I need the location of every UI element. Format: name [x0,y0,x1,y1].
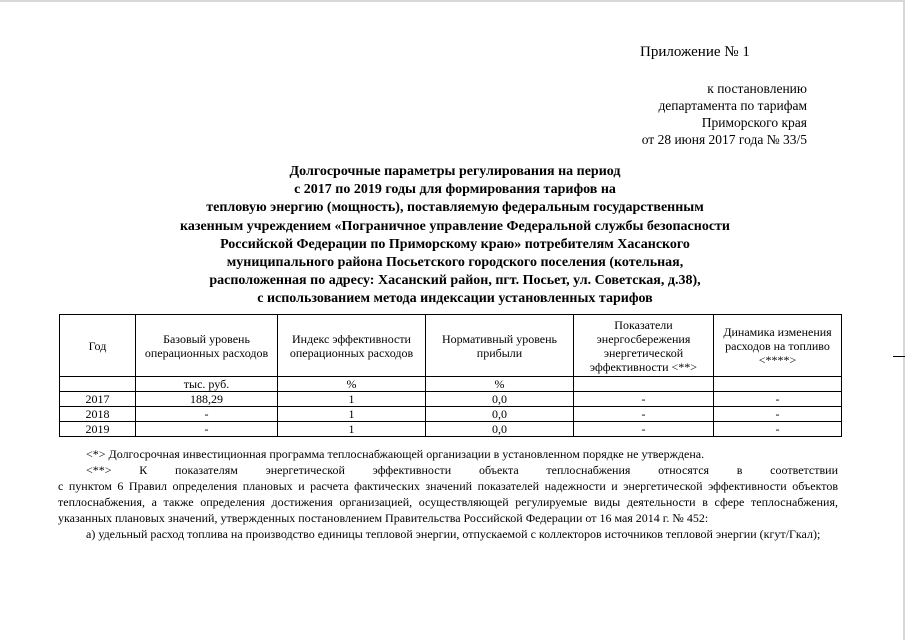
table-row [60,407,842,422]
footnotes [58,446,838,542]
table-units-row [60,377,842,392]
table-row [60,392,842,407]
table-row [60,422,842,437]
footnote-energy-efficiency-body: с пунктом 6 Правил определения плановых и расчета фактических значений показателей надежности и энергетической эффективности объектов теплоснабжения, а также определения достижения организацией, осуществляющей регулируемые виды деятельности в сфере теплоснабжения, указанных плановых значений, утвержденных постановлением Правительства Российской Федерации от 16 мая 2014 г. № 452: [58,479,838,525]
table-cell: - [714,392,842,407]
table-cell: - [714,407,842,422]
unit-cell [60,377,136,392]
column-header-fuel-dynamics: Динамика изменения расходов на топливо <****> [714,315,842,377]
column-header-base-opex: Базовый уровень операционных расходов [136,315,278,377]
footnote-investment-program: <*> Долгосрочная инвестиционная программа теплоснабжающей организации в установленном порядке не утверждена. [86,447,705,461]
unit-cell: тыс. руб. [136,377,278,392]
title-line: расположенная по адресу: Хасанский район, пгт. Посьет, ул. Советская, д.38), [209,273,701,289]
table-cell: 188,29 [136,392,278,407]
table-cell: - [136,407,278,422]
table-cell: 1 [278,407,426,422]
title-line: казенным учреждением «Пограничное управление Федеральной службы безопасности [179,218,730,234]
decree-reference [642,80,807,148]
document-title [60,163,850,309]
table-cell: 0,0 [426,407,574,422]
footnote-item-a: а) удельный расход топлива на производство единицы тепловой энергии, отпускаемой с коллекторов источников тепловой энергии (кгут/Гкал); [86,527,821,541]
parameters-table [59,314,842,437]
table-header-row [60,315,842,377]
table-cell: 0,0 [426,422,574,437]
unit-cell: % [278,377,426,392]
table-cell: 0,0 [426,392,574,407]
title-line: муниципального района Посьетского городского поселения (котельная, [226,255,684,271]
column-header-energy-saving: Показатели энергосбережения энергетической эффективности <**> [574,315,714,377]
table-cell: 2019 [60,422,136,437]
table-cell: 1 [278,422,426,437]
table-cell: - [574,407,714,422]
title-line: с 2017 по 2019 годы для формирования тарифов на [294,182,616,198]
decree-line: Приморского края [701,115,807,130]
scan-edge-top [0,0,905,2]
footnote-energy-efficiency-lead: <**> К показателям энергетической эффективности объекта теплоснабжения относятся в соответствии [86,463,838,477]
table-cell: 2017 [60,392,136,407]
column-header-year: Год [60,315,136,377]
title-line: Долгосрочные параметры регулирования на период [289,164,621,179]
title-line: с использованием метода индексации установленных тарифов [257,291,653,307]
unit-cell [714,377,842,392]
decree-line: к постановлению [707,81,807,96]
table-cell: - [574,422,714,437]
title-line: тепловую энергию (мощность), поставляемую федеральным государственным [206,200,704,216]
appendix-number: Приложение № 1 [640,44,750,60]
margin-dash [893,356,905,357]
table-cell: - [714,422,842,437]
column-header-efficiency-index: Индекс эффективности операционных расходов [278,315,426,377]
title-line: Российской Федерации по Приморскому краю» потребителям Хасанского [220,236,690,252]
decree-line: департамента по тарифам [658,98,807,113]
table-cell: 1 [278,392,426,407]
table-cell: - [574,392,714,407]
decree-line: от 28 июня 2017 года № 33/5 [641,132,807,147]
unit-cell [574,377,714,392]
table-cell: - [136,422,278,437]
unit-cell: % [426,377,574,392]
table-cell: 2018 [60,407,136,422]
column-header-profit-level: Нормативный уровень прибыли [426,315,574,377]
